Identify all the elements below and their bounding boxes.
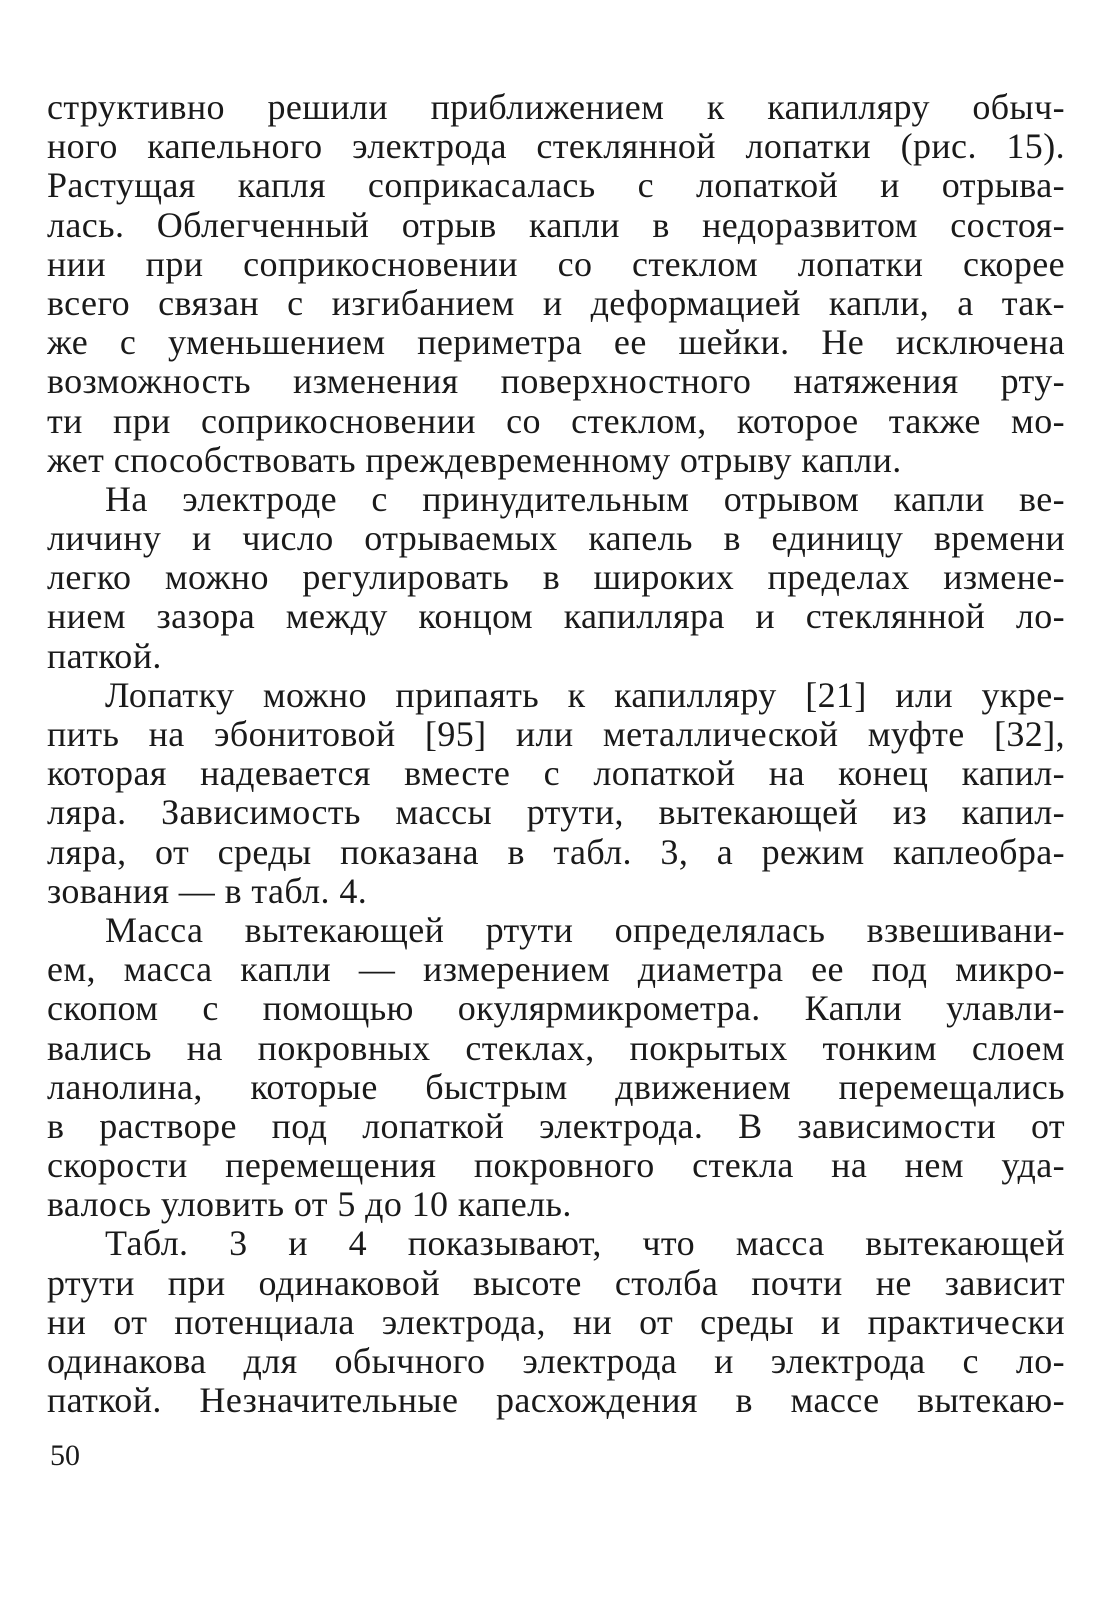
text-line: нием зазора между концом капилляра и стеклянной ло- (47, 597, 1065, 637)
text-line: Растущая капля соприкасалась с лопаткой и отрыва- (47, 166, 1065, 206)
text-line: ляра. Зависимость массы ртути, вытекающей из капил- (47, 793, 1065, 833)
paragraph (47, 480, 1065, 676)
text-line: ланолина, которые быстрым движением перемещались (47, 1067, 1065, 1107)
text-line: Табл. 3 и 4 показывают, что масса вытекающей (105, 1224, 1065, 1264)
text-line: скопом с помощью окулярмикрометра. Капли улавли- (47, 989, 1065, 1029)
page-number: 50 (50, 1439, 80, 1472)
paragraph (47, 88, 1065, 480)
paragraph (47, 1224, 1065, 1420)
text-line: которая надевается вместе с лопаткой на конец капил- (47, 754, 1065, 794)
text-line: вались на покровных стеклах, покрытых тонким слоем (47, 1028, 1065, 1068)
text-line: паткой. (47, 636, 162, 676)
text-line: структивно решили приближением к капилляру обыч- (47, 88, 1065, 127)
text-line: же с уменьшением периметра ее шейки. Не исключена (47, 323, 1065, 363)
text-line: жет способствовать преждевременному отрыву капли. (47, 440, 902, 480)
body-text (47, 88, 1065, 1420)
text-line: легко можно регулировать в широких пределах измене- (47, 558, 1065, 598)
text-line: возможность изменения поверхностного натяжения рту- (47, 362, 1065, 402)
text-line: пить на эбонитовой [95] или металлической муфте [32], (47, 715, 1065, 754)
text-line: Лопатку можно припаять к капилляру [21] или укре- (105, 675, 1065, 715)
text-line: скорости перемещения покровного стекла на нем уда- (47, 1146, 1065, 1186)
text-line: На электроде с принудительным отрывом капли ве- (105, 479, 1065, 519)
text-line: ем, масса капли — измерением диаметра ее под микро- (47, 950, 1065, 990)
text-line: ти при соприкосновении со стеклом, которое также мо- (47, 401, 1065, 441)
text-line: ляра, от среды показана в табл. 3, а режим каплеобра- (47, 832, 1065, 872)
text-line: в растворе под лопаткой электрода. В зависимости от (47, 1106, 1065, 1146)
text-line: лась. Облегченный отрыв капли в недоразвитом состоя- (47, 205, 1065, 245)
text-line: одинакова для обычного электрода и электрода с ло- (47, 1342, 1065, 1381)
paragraph (47, 911, 1065, 1225)
paragraph (47, 676, 1065, 911)
text-line: зования — в табл. 4. (47, 871, 368, 911)
text-line: валось уловить от 5 до 10 капель. (47, 1185, 572, 1225)
text-line: личину и число отрываемых капель в единицу времени (47, 519, 1065, 559)
text-line: ного капельного электрода стеклянной лопатки (рис. 15). (47, 127, 1065, 167)
text-line: ни от потенциала электрода, ни от среды и практически (47, 1302, 1065, 1342)
text-line: паткой. Незначительные расхождения в массе вытекаю- (47, 1381, 1065, 1421)
text-line: Масса вытекающей ртути определялась взвешивани- (105, 910, 1065, 950)
text-line: всего связан с изгибанием и деформацией капли, а так- (47, 283, 1065, 323)
text-line: нии при соприкосновении со стеклом лопатки скорее (47, 244, 1065, 284)
text-line: ртути при одинаковой высоте столба почти не зависит (47, 1263, 1065, 1303)
